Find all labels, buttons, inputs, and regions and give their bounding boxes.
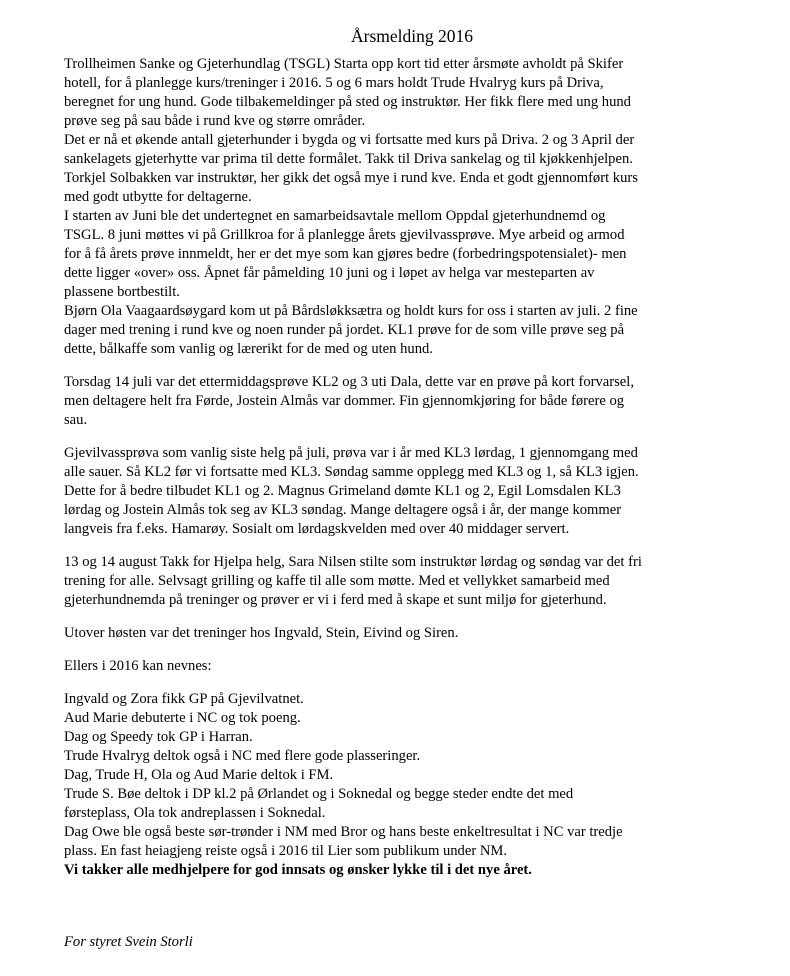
text-line: gjeterhundnemda på treninger og prøver er vi i ferd med å skape et sunt miljø for gjeterhund. [64,592,607,608]
document-page [64,0,724,880]
text-line: alle sauer. Så KL2 før vi fortsatte med KL3. Søndag samme opplegg med KL3 og 1, så KL3 igjen. [64,464,639,480]
text-line: Bjørn Ola Vaagaardsøygard kom ut på Bårdsløkksætra og holdt kurs for oss i starten av juli. 2 fine [64,303,638,319]
paragraph-2 [64,373,724,430]
list-item: førsteplass, Ola tok andreplassen i Soknedal. [64,805,326,821]
paragraph-gap [64,643,724,657]
document-body [64,55,724,880]
text-line: TSGL. 8 juni møttes vi på Grillkroa for å planlegge årets gjevilvassprøve. Mye arbeid og armod [64,227,625,243]
paragraph-5: Utover høsten var det treninger hos Ingvald, Stein, Eivind og Siren. [64,625,459,641]
text-line: dette ligger «over» oss. Åpnet får påmelding 10 juni og i løpet av helga var mesteparten av [64,265,595,281]
paragraph-1 [64,55,724,359]
text-line: Dette for å bedre tilbudet KL1 og 2. Magnus Grimeland dømte KL1 og 2, Egil Lomsdalen KL3 [64,483,621,499]
paragraph-6: Ellers i 2016 kan nevnes: [64,658,212,674]
closing-thanks: Vi takker alle medhjelpere for god innsats og ønsker lykke til i det nye året. [64,862,532,878]
paragraph-4 [64,553,724,610]
paragraph-3 [64,444,724,539]
text-line: dager med trening i rund kve og noen runder på jordet. KL1 prøve for de som ville prøve seg på [64,322,625,338]
text-line: Det er nå et økende antall gjeterhunder i bygda og vi fortsatte med kurs på Driva. 2 og 3 April der [64,132,635,148]
document-title: Årsmelding 2016 [350,26,473,46]
achievement-list [64,690,724,880]
paragraph-gap [64,359,724,373]
text-line: Trollheimen Sanke og Gjeterhundlag (TSGL) Starta opp kort tid etter årsmøte avholdt på Skifer [64,56,624,72]
text-line: Gjevilvassprøva som vanlig siste helg på juli, prøva var i år med KL3 lørdag, 1 gjennomgang med [64,445,638,461]
text-line: sankelagets gjeterhytte var prima til dette formålet. Takk til Driva sankelag og til kjøkkenhjelpen. [64,151,633,167]
text-line: med godt utbytte for deltagerne. [64,189,252,205]
paragraph-gap [64,539,724,553]
paragraph-gap [64,676,724,690]
text-line: trening for alle. Selvsagt grilling og kaffe til alle som møtte. Med et vellykket samarbeid med [64,573,610,589]
list-item: Trude S. Bøe deltok i DP kl.2 på Ørlandet og i Soknedal og begge steder endte det med [64,786,574,802]
list-item: Ingvald og Zora fikk GP på Gjevilvatnet. [64,691,304,707]
list-item: Trude Hvalryg deltok også i NC med flere gode plasseringer. [64,748,421,764]
text-line: sau. [64,412,88,428]
text-line: men deltagere helt fra Førde, Jostein Almås var dommer. Fin gjennomkjøring for både førere og [64,393,625,409]
list-item: Dag, Trude H, Ola og Aud Marie deltok i FM. [64,767,334,783]
text-line: hotell, for å planlegge kurs/treninger i 2016. 5 og 6 mars holdt Trude Hvalryg kurs på Driva, [64,75,604,91]
paragraph-gap [64,430,724,444]
text-line: lørdag og Jostein Almås tok seg av KL3 søndag. Mange deltagere også i år, der mange kommer [64,502,622,518]
list-item: Dag Owe ble også beste sør-trønder i NM med Bror og hans beste enkeltresultat i NC var tredje [64,824,623,840]
text-line: langveis fra f.eks. Hamarøy. Sosialt om lørdagskvelden med over 40 middager servert. [64,521,570,537]
text-line: 13 og 14 august Takk for Hjelpa helg, Sara Nilsen stilte som instruktør lørdag og søndag var det fri [64,554,642,570]
text-line: Torkjel Solbakken var instruktør, her gikk det også mye i rund kve. Enda et godt gjennomført kurs [64,170,638,186]
signature-line: For styret Svein Storli [64,934,193,950]
text-line: prøve seg på sau både i rund kve og større områder. [64,113,366,129]
text-line: dette, bålkaffe som vanlig og lærerikt for de med og uten hund. [64,341,433,357]
text-line: Torsdag 14 juli var det ettermiddagsprøve KL2 og 3 uti Dala, dette var en prøve på kort forvarsel, [64,374,634,390]
list-item: plass. En fast heiagjeng reiste også i 2016 til Lier som publikum under NM. [64,843,508,859]
list-item: Dag og Speedy tok GP i Harran. [64,729,253,745]
paragraph-gap [64,610,724,624]
text-line: beregnet for ung hund. Gode tilbakemeldinger på sted og instruktør. Her fikk flere med ung hund [64,94,631,110]
list-item: Aud Marie debuterte i NC og tok poeng. [64,710,301,726]
text-line: for å få årets prøve innmeldt, her er det mye som kan gjøres bedre (forbedringspotensialet)- men [64,246,627,262]
text-line: I starten av Juni ble det undertegnet en samarbeidsavtale mellom Oppdal gjeterhundnemd og [64,208,606,224]
text-line: plassene bortbestilt. [64,284,180,300]
